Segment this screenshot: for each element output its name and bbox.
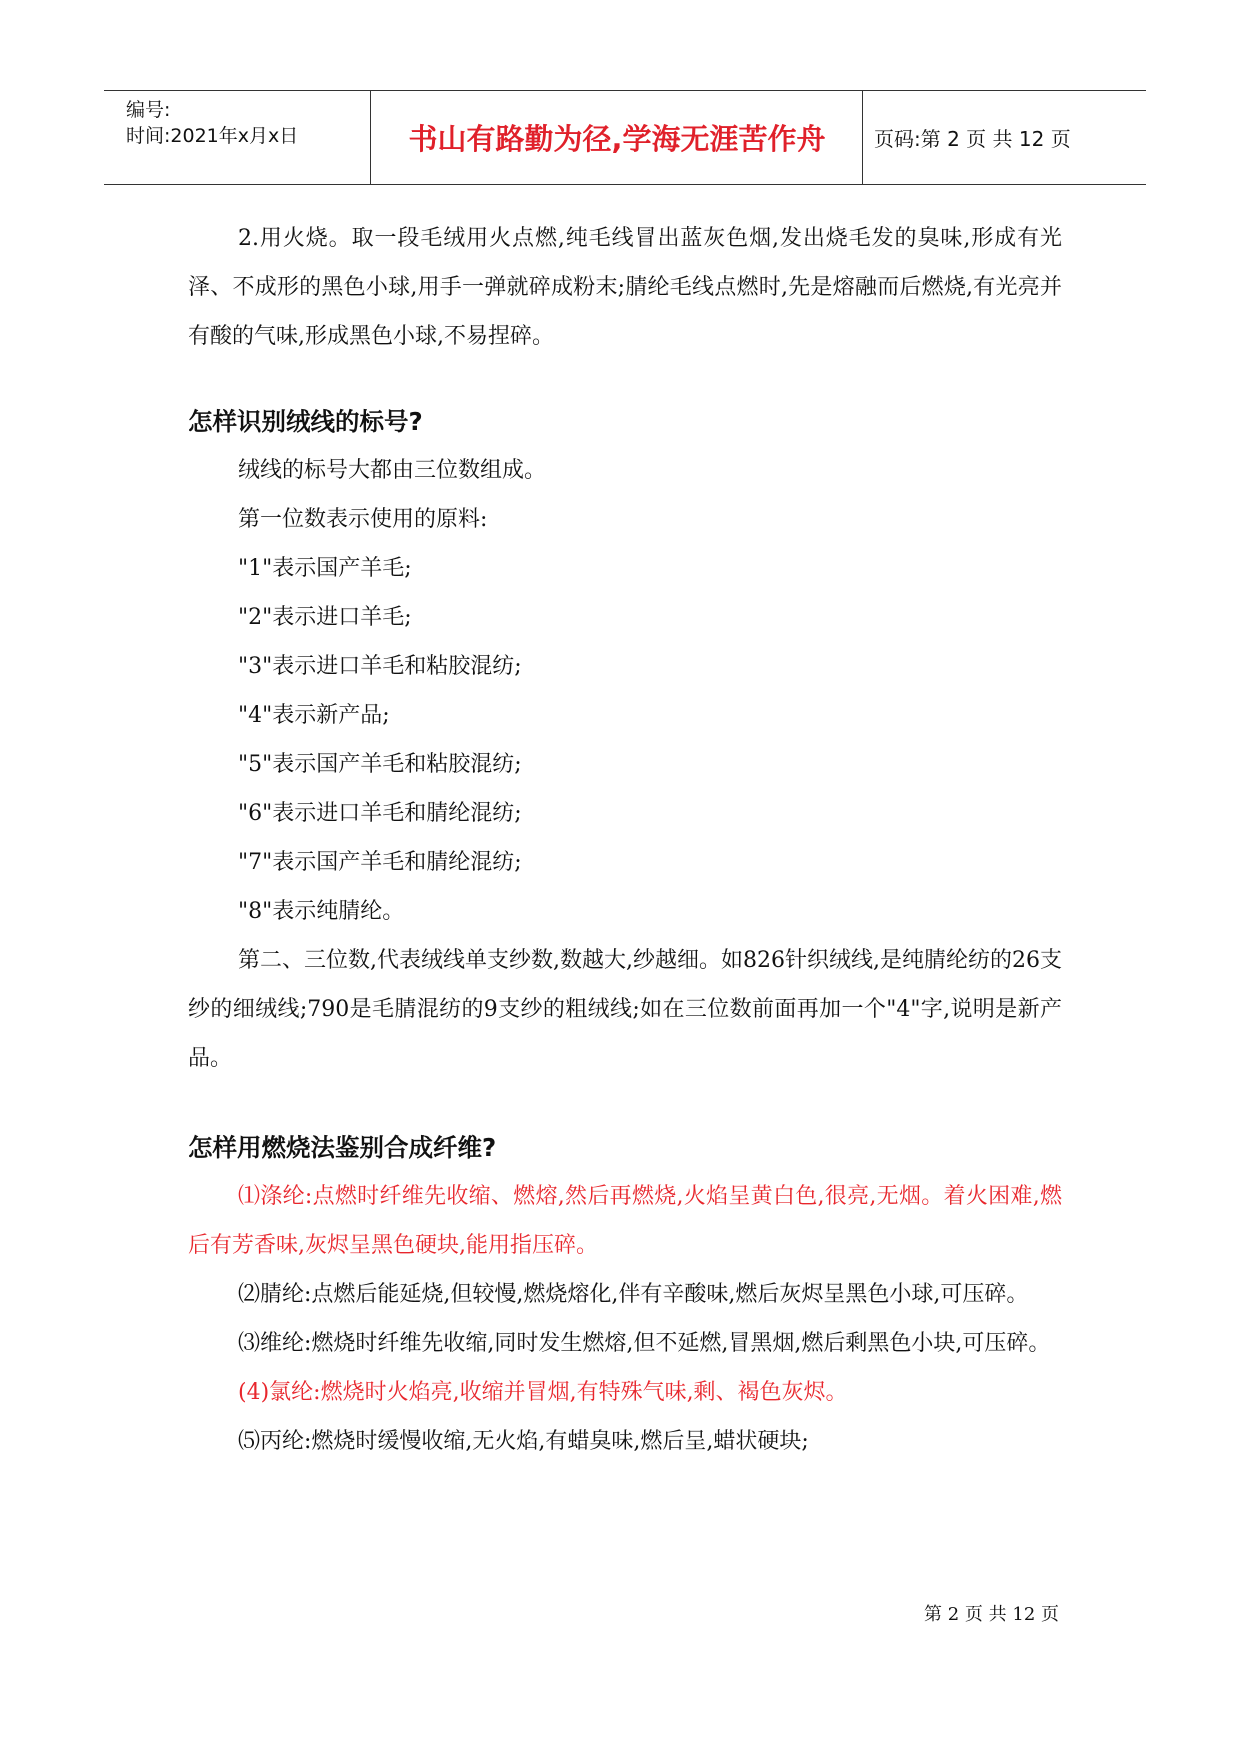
list-item: ⑸丙纶:燃烧时缓慢收缩,无火焰,有蜡臭味,燃后呈,蜡状硬块;	[238, 1429, 809, 1454]
list-item: "4"表示新产品;	[238, 703, 390, 728]
list-item-highlighted: ⑴涤纶:点燃时纤维先收缩、燃熔,然后再燃烧,火焰呈黄白色,很亮,无烟。着火困难,燃后有芳香味,灰烬呈黑色硬块,能用指压碎。	[188, 1184, 1062, 1258]
list-item: "6"表示进口羊毛和腈纶混纺;	[238, 801, 522, 826]
paragraph: 绒线的标号大都由三位数组成。	[238, 458, 547, 483]
list-item: "1"表示国产羊毛;	[238, 556, 412, 581]
page-footer: 第 2 页 共 12 页	[924, 1604, 1059, 1625]
paragraph: 第一位数表示使用的原料:	[238, 507, 488, 532]
list-item: ⑶维纶:燃烧时纤维先收缩,同时发生燃熔,但不延燃,冒黑烟,燃后剩黑色小块,可压碎。	[238, 1331, 1051, 1356]
section-gap	[188, 361, 1062, 397]
header-motto: 书山有路勤为径,学海无涯苦作舟	[408, 122, 826, 156]
document-header	[104, 90, 1146, 185]
list-item: "8"表示纯腈纶。	[238, 899, 405, 924]
list-item-highlighted: (4)氯纶:燃烧时火焰亮,收缩并冒烟,有特殊气味,剩、褐色灰烬。	[238, 1380, 848, 1405]
section-heading: 怎样识别绒线的标号?	[188, 407, 423, 436]
section-heading: 怎样用燃烧法鉴别合成纤维?	[188, 1133, 497, 1162]
list-item: "2"表示进口羊毛;	[238, 605, 412, 630]
header-number-label: 编号:	[126, 99, 171, 121]
document-body	[188, 214, 1062, 1466]
header-page-info: 页码:第 2 页 共 12 页	[874, 127, 1071, 151]
list-item: "5"表示国产羊毛和粘胶混纺;	[238, 752, 522, 777]
header-divider	[370, 91, 371, 184]
header-time-label: 时间:2021年x月x日	[126, 125, 299, 147]
header-divider	[862, 91, 863, 184]
list-item: ⑵腈纶:点燃后能延烧,但较慢,燃烧熔化,伴有辛酸味,燃后灰烬呈黑色小球,可压碎。	[238, 1282, 1029, 1307]
list-item: "7"表示国产羊毛和腈纶混纺;	[238, 850, 522, 875]
paragraph: 第二、三位数,代表绒线单支纱数,数越大,纱越细。如826针织绒线,是纯腈纶纺的26支纱的细绒线;790是毛腈混纺的9支纱的粗绒线;如在三位数前面再加一个"4"字,说明是新产品。	[188, 948, 1062, 1071]
header-meta	[114, 91, 370, 184]
paragraph-burn-test: 2.用火烧。取一段毛绒用火点燃,纯毛线冒出蓝灰色烟,发出烧毛发的臭味,形成有光泽、不成形的黑色小球,用手一弹就碎成粉末;腈纶毛线点燃时,先是熔融而后燃烧,有光亮并有酸的气味,形成黑色小球,不易捏碎。	[188, 226, 1062, 349]
list-item: "3"表示进口羊毛和粘胶混纺;	[238, 654, 522, 679]
section-gap	[188, 1083, 1062, 1123]
